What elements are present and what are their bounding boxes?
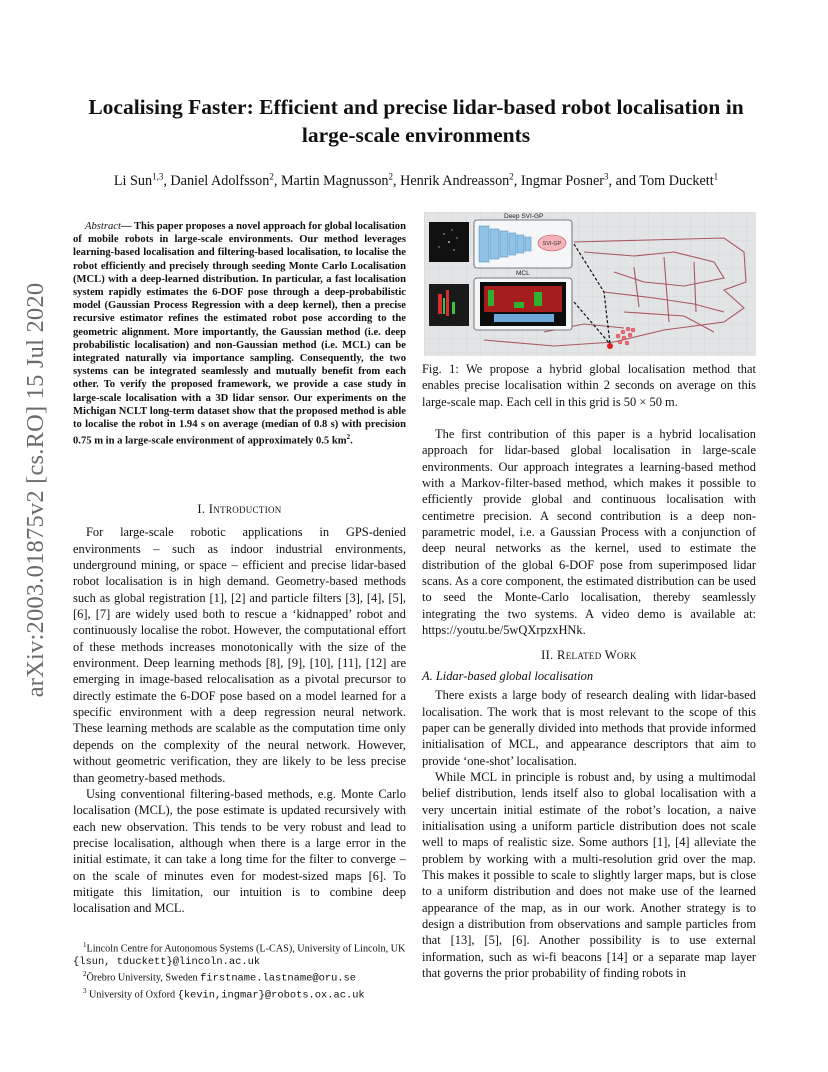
contributions-paragraph: The first contribution of this paper is a hybrid localisation approach for lidar-based global localisation in large-scale environments. Our approach integrates a learning-based method with a Markov-filter-based method, which makes it possible to efficiently provide global and continuous localisation with centimetre precision. A second contribution is a deep non-parametric model, i.e. a Gaussian Process with a conjunction of deep neural networks as the kernel, used to estimate the distribution of the global 6-DOF pose from superimposed lidar scans. As a core component, the estimated distribution can be used to seed the Monte-Carlo localisation, thereby seamlessly integrating the two systems. A video demo is available at: https://youtu.be/5wQXrpzxHNk.	[422, 427, 756, 638]
author: Tom Duckett$^1$	[639, 171, 719, 189]
arxiv-side-label	[16, 282, 56, 698]
figure-1-caption: Fig. 1: We propose a hybrid global localisation method that enables precise localisation within 2 seconds on average on this large-scale map. Each cell in this grid is 50 × 50 m.	[422, 362, 756, 409]
deep-svigp-label: Deep SVI-GP	[504, 213, 544, 220]
section-heading-introduction: I. Introduction	[197, 502, 282, 516]
paper-title	[60, 93, 772, 149]
title-line-2: large-scale environments	[301, 123, 531, 147]
footnotes	[73, 939, 406, 1002]
intro-paragraph-2: Using conventional filtering-based methods, e.g. Monte Carlo localisation (MCL), the pose estimate is updated recursively with each new observation. This tends to be very robust and lead to precise localisation, although when there is a large error in the initial estimate, it can take a long time for the filter to converge – on the scale of minutes even for modest-sized maps [6]. To mitigate this limitation, our intuition is to combine deep localisation and MCL.	[73, 786, 406, 916]
left-column-body	[73, 501, 406, 917]
figure-1	[424, 212, 756, 356]
abstract-label: Abstract	[85, 221, 121, 232]
footnote-2: $^2$Örebro University, Sweden firstname.lastname@oru.se	[83, 970, 357, 985]
author: Henrik Andreasson$^2$,	[400, 171, 521, 189]
author: Martin Magnusson$^2$,	[280, 171, 401, 189]
intro-paragraph-1: For large-scale robotic applications in GPS-denied environments – such as indoor industrial environments, underground mining, or space – efficient and precise lidar-based robot localisation is in high demand. Geometry-based methods such as global registration [1], [2] and particle filters [3], [4], [5], [6], [7] are widely used both to rescue a ‘kidnapped’ robot and continuously localise the robot. However, the computational effort of these methods increases monotonically with the size of the environment. Deep learning methods [8], [9], [10], [11], [12] are emerging in image-based relocalisation as a pivotal precursor to directly estimate the 6-DOF pose based on a model learned for a specific environment with a deep regression neural network. These learning methods are scalable as the computation time only depends on the complexity of the neural network. However, without geometric verification, they are likely to be less precise than geometry-based methods.	[73, 525, 406, 785]
abstract: Abstract— This paper proposes a novel approach for global localisation of mobile robots in large-scale environments. Our method leverages learning-based localisation and filtering-based localisation, to localise the robot efficiently and precisely through seeding Monte Carlo Localisation (MCL) with a deep-learned distribution. In particular, a fast localisation system rapidly estimates the 6-DOF pose through a deep-probabilistic model (Gaussian Process Regression with a deep kernel), then a precise recursive estimator refines the estimated robot pose according to the geometric alignment. More importantly, the Gaussian method (i.e. deep probabilistic localisation) and non-Gaussian method (i.e. MCL) can be integrated naturally via importance sampling. Consequently, the two systems can be integrated seamlessly and mutually benefit from each other. To verify the proposed framework, we provide a case study in large-scale localisation with a 3D lidar sensor. Our experiments on the Michigan NCLT long-term dataset show that the proposed method is able to localise the robot in 1.94 s on average (median of 0.8 s) with precision 0.75 m in a large-scale environment of approximately 0.5 $km^2$.	[73, 221, 406, 447]
title-line-1: Localising Faster: Efficient and precise lidar-based robot localisation in	[88, 95, 744, 119]
author: Ingmar Posner$^3$, and	[520, 171, 640, 189]
subsection-heading-lidar: A. Lidar-based global localisation	[422, 668, 594, 683]
footnote-1: $^1$Lincoln Centre for Autonomous Systems (L-CAS), University of Lincoln, UK {lsun, tduckett}@lincoln.ac.uk	[73, 941, 406, 968]
arxiv-id: arXiv:2003.01875v2 [cs.RO] 15 Jul 2020	[22, 282, 49, 698]
author-list	[40, 171, 792, 190]
author: Li Sun$^{1,3}$,	[113, 171, 171, 189]
author: Daniel Adolfsson$^2$,	[170, 171, 281, 189]
right-column	[422, 426, 756, 981]
related-work-paragraph-2: While MCL in principle is robust and, by using a multimodal belief distribution, lends itself also to global localisation with a very uncertain initial estimate of the robot’s location, a naive initialisation using a uniform particle distribution does not scale well to maps of realistic size. Some authors [1], [4] alleviate the problem by working with a multi-resolution grid over the map. This makes it possible to scale to slightly larger maps, but is close to a uniform distribution and does not make use of the learned appearance of the map, as in our work. Another strategy is to design a distribution from observations and sample particles from that [13], [5], [6]. Another possibility is to use external information, such as wi-fi beacons [14] or a separate map layer that governs the prior probability of finding robots in	[422, 769, 756, 980]
figure-1-image	[424, 212, 756, 356]
mcl-label: MCL	[516, 270, 530, 277]
footnote-3: $^3$ University of Oxford {kevin,ingmar}@robots.ox.ac.uk	[83, 987, 365, 1002]
left-column	[73, 220, 406, 448]
robot-location-marker	[607, 343, 613, 349]
related-work-paragraph-1: There exists a large body of research dealing with lidar-based localisation. The work that is most relevant to the scope of this paper can be generally divided into methods that provide informed initialisation of MCL, and appearance descriptors that aim to provide ‘one-shot’ localisation.	[422, 688, 756, 768]
section-heading-related-work: II. Related Work	[541, 648, 637, 663]
svigp-node-label: SVI-GP	[542, 241, 562, 247]
